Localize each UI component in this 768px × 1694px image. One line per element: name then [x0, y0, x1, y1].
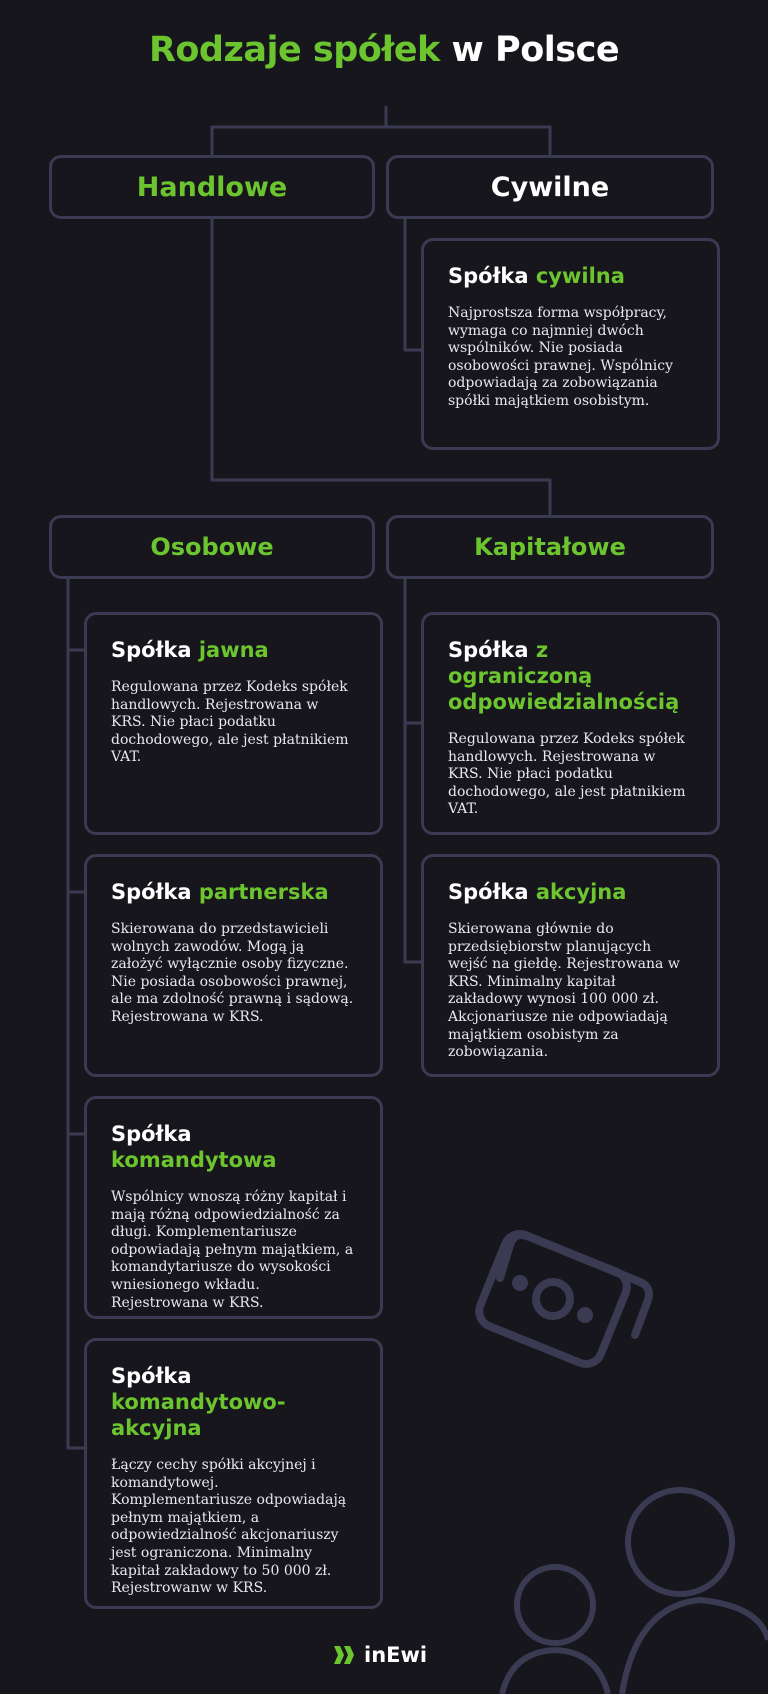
card-description: Skierowana głównie do przedsiębiorstw planujących wejść na giełdę. Rejestrowana w KRS. Minimalny kapitał zakładowy wynosi 100 000 zł. Akcjonariusze nie odpowiadają majątkiem osobistym za zobowiązania. — [448, 921, 680, 1061]
card-description: Najprostsza forma współpracy, wymaga co najmniej dwóch wspólników. Nie posiada osobowości prawnej. Wspólnicy odpowiadają za zobowiązania spółki majątkiem osobistym. — [448, 305, 674, 409]
card-title-name: partnerska — [198, 880, 329, 904]
card-spolka-komandytowa — [84, 1096, 383, 1319]
card-title-name: akcyjna — [535, 880, 627, 904]
card-title — [111, 879, 356, 905]
card-spolka-akcyjna — [421, 854, 720, 1077]
card-title-name: komandytowo-akcyjna — [111, 1390, 286, 1440]
money-icon — [474, 1229, 649, 1369]
card-title — [111, 637, 356, 663]
card-spolka-jawna — [84, 612, 383, 835]
card-description: Regulowana przez Kodeks spółek handlowych. Rejestrowana w KRS. Nie płaci podatku dochodowego, ale jest płatnikiem VAT. — [448, 731, 686, 818]
logo-text: inEwi — [364, 1643, 428, 1667]
title-rest: w Polsce — [451, 30, 620, 70]
card-spolka-komandytowo-akcyjna — [84, 1338, 383, 1609]
card-description: Wspólnicy wnoszą różny kapitał i mają różną odpowiedzialność za długi. Komplementariusze odpowiadają pełnym majątkiem, a komandytariusze do wysokości wniesionego wkładu. Rejestrowana w KRS. — [111, 1189, 354, 1311]
card-title-name: komandytowa — [111, 1148, 277, 1172]
brand-logo — [332, 1640, 427, 1670]
card-title-prefix: Spółka — [111, 638, 192, 662]
card-title-prefix: Spółka — [448, 264, 529, 288]
card-title — [111, 1363, 356, 1441]
users-icon — [502, 1490, 768, 1694]
card-title-name: jawna — [198, 638, 269, 662]
card-title — [448, 637, 693, 715]
card-title-prefix: Spółka — [448, 638, 529, 662]
card-title — [448, 879, 693, 905]
category-kapitalowe: Kapitałowe — [386, 515, 714, 579]
card-spolka-zoo — [421, 612, 720, 835]
card-title-prefix: Spółka — [111, 880, 192, 904]
category-cywilne: Cywilne — [386, 155, 714, 219]
card-spolka-cywilna — [421, 238, 720, 450]
card-title-name: z ograniczoną odpowiedzialnością — [448, 638, 680, 714]
card-description: Łączy cechy spółki akcyjnej i komandytowej. Komplementariusze odpowiadają pełnym majątkiem, a odpowiedzialność akcjonariuszy jest ograniczona. Minimalny kapitał zakładowy to 50 000 zł. Rejestrowanw w KRS. — [111, 1457, 347, 1597]
logo-icon — [332, 1644, 358, 1666]
card-spolka-partnerska — [84, 854, 383, 1077]
title-highlight: Rodzaje spółek — [148, 30, 440, 70]
card-title — [111, 1121, 356, 1173]
card-title-prefix: Spółka — [111, 1364, 192, 1388]
card-title — [448, 263, 693, 289]
card-title-name: cywilna — [535, 264, 625, 288]
card-description: Skierowana do przedstawicieli wolnych zawodów. Mogą ją założyć wyłącznie osoby fizyczne. Nie posiada osobowości prawnej, ale ma zdolność prawną i sądową. Rejestrowana w KRS. — [111, 921, 354, 1025]
category-handlowe: Handlowe — [49, 155, 375, 219]
card-title-prefix: Spółka — [448, 880, 529, 904]
category-osobowe: Osobowe — [49, 515, 375, 579]
card-description: Regulowana przez Kodeks spółek handlowych. Rejestrowana w KRS. Nie płaci podatku dochodowego, ale jest płatnikiem VAT. — [111, 679, 349, 766]
card-title-prefix: Spółka — [111, 1122, 192, 1146]
